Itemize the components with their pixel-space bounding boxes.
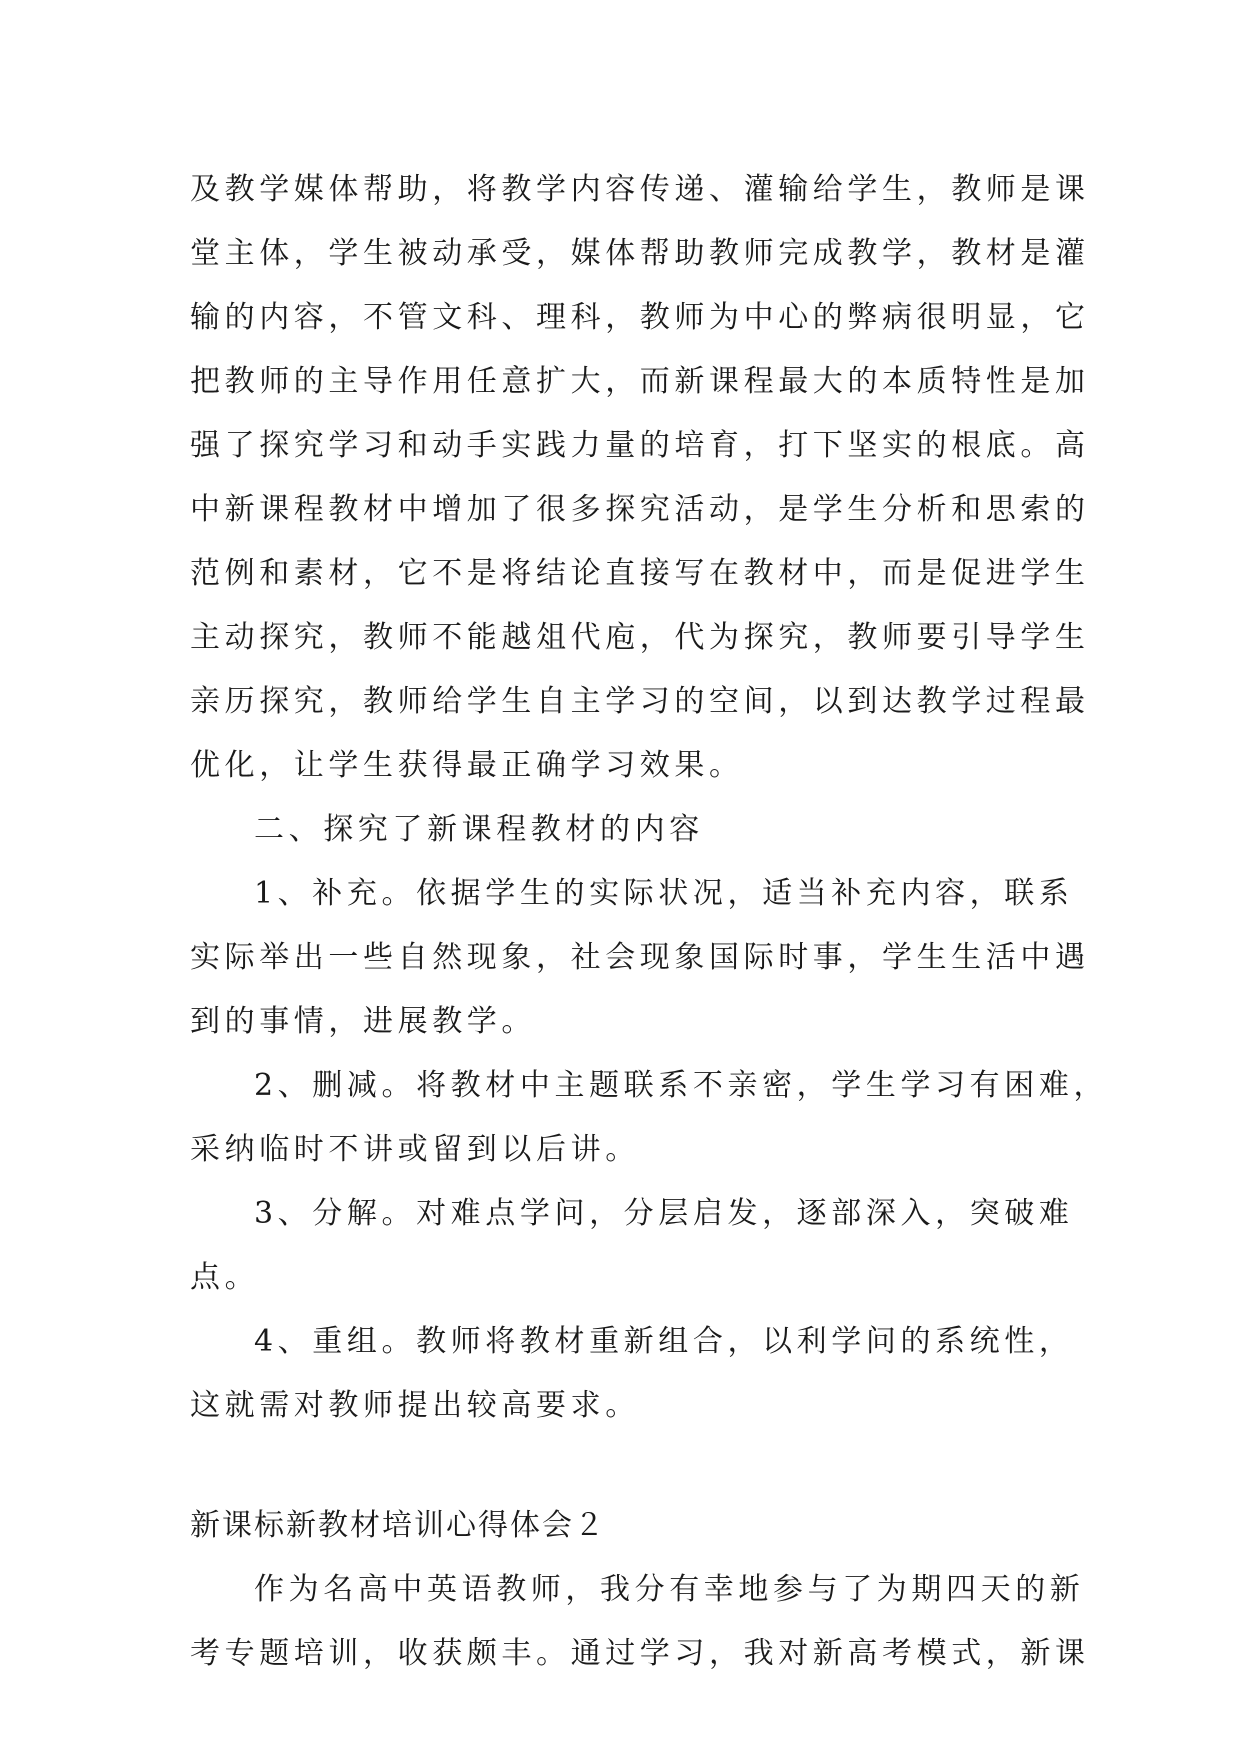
text-line: 及教学媒体帮助，将教学内容传递、灌输给学生，教师是课	[190, 172, 1090, 207]
text-line: 主动探究，教师不能越俎代庖，代为探究，教师要引导学生	[190, 620, 1090, 655]
paragraph-teaching-media	[190, 158, 1090, 798]
text-line: 3、分解。对难点学问，分层启发，逐部深入，突破难	[254, 1196, 1074, 1231]
text-line: 中新课程教材中增加了很多探究活动，是学生分析和思索的	[190, 492, 1090, 527]
text-line: 优化，让学生获得最正确学习效果。	[190, 748, 744, 783]
text-line: 1、补充。依据学生的实际状况，适当补充内容，联系	[254, 876, 1074, 911]
paragraph-english-teacher	[190, 1558, 1090, 1686]
text-line: 作为名高中英语教师，我分有幸地参与了为期四天的新	[254, 1572, 1085, 1607]
list-item-reduce	[190, 1054, 1109, 1182]
text-line: 2、删减。将教材中主题联系不亲密，学生学习有困难，	[254, 1068, 1109, 1103]
text-line: 强了探究学习和动手实践力量的培育，打下坚实的根底。高	[190, 428, 1090, 463]
text-line: 点。	[190, 1260, 260, 1295]
section-gap	[190, 1438, 1060, 1494]
text-line: 输的内容，不管文科、理科，教师为中心的弊病很明显，它	[190, 300, 1090, 335]
text-line: 采纳临时不讲或留到以后讲。	[190, 1132, 640, 1167]
document-body	[190, 158, 1109, 1686]
text-line: 4、重组。教师将教材重新组合，以利学问的系统性，	[254, 1324, 1074, 1359]
list-item-supplement	[190, 862, 1090, 1054]
text-line: 到的事情，进展教学。	[190, 1004, 536, 1039]
list-item-reorganize	[190, 1310, 1074, 1438]
text-line: 把教师的主导作用任意扩大，而新课程最大的本质特性是加	[190, 364, 1090, 399]
article-title: 新课标新教材培训心得体会２	[190, 1508, 606, 1543]
list-item-decompose	[190, 1182, 1074, 1310]
text-line: 实际举出一些自然现象，社会现象国际时事，学生生活中遇	[190, 940, 1090, 975]
text-line: 堂主体，学生被动承受，媒体帮助教师完成教学，教材是灌	[190, 236, 1090, 271]
text-line: 范例和素材，它不是将结论直接写在教材中，而是促进学生	[190, 556, 1090, 591]
text-line: 亲历探究，教师给学生自主学习的空间，以到达教学过程最	[190, 684, 1090, 719]
text-line: 这就需对教师提出较高要求。	[190, 1388, 640, 1423]
text-line: 考专题培训，收获颇丰。通过学习，我对新高考模式，新课	[190, 1636, 1090, 1671]
section-subheading: 二、探究了新课程教材的内容	[254, 812, 704, 847]
